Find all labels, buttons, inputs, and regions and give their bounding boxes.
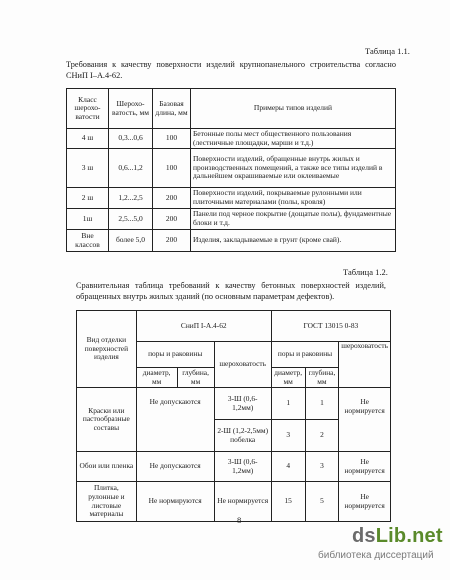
table-header-row xyxy=(67,89,396,129)
table-1-label: Таблица 1.1. xyxy=(365,46,410,56)
cell: 2 ш xyxy=(67,188,109,209)
cell: 100 xyxy=(153,149,191,188)
header-snip: СниП I-А.4-62 xyxy=(136,311,271,342)
cell: Поверхности изделий, обращенные внутрь жилых и производственных помещений, а также все типы изделий в дальнейшем окрашиваемые или оклеиваемые xyxy=(191,149,396,188)
table-header-row xyxy=(77,311,391,342)
table-2-caption: Сравнительная таблица требований к качеству бетонных поверхностей изделий, обращенных внутрь жилых зданий (по основным параметрам дефектов). xyxy=(76,281,386,301)
header-class: Класс шерохо-ватости xyxy=(67,89,109,129)
cell: Панели под черное покрытие (дощатые полы), фундаментные блоки и т.д. xyxy=(191,209,396,230)
page-number: 8 xyxy=(237,515,242,525)
table-row xyxy=(67,149,396,188)
header-diameter: диаметр, мм xyxy=(271,368,305,388)
cell: 1 xyxy=(271,388,305,420)
cell: 0,3...0,6 xyxy=(109,129,153,149)
dslib-logo: dsLib.net xyxy=(352,525,443,547)
table-1-caption: Требования к качеству поверхности изделий крупнопанельного строительства согласно СНиП I–A.4-62. xyxy=(66,60,396,80)
cell: 2,5...5,0 xyxy=(109,209,153,230)
header-examples: Примеры типов изделий xyxy=(191,89,396,129)
cell: 4 ш xyxy=(67,129,109,149)
cell: 1 xyxy=(305,388,339,420)
table-row xyxy=(77,482,391,522)
cell: Не допускаются xyxy=(136,452,214,482)
cell: Не нормируется xyxy=(339,388,391,452)
cell: Плитка, рулонные и листовые материалы xyxy=(77,482,137,522)
header-depth: глубина, мм xyxy=(177,368,214,388)
cell: 1,2...2,5 xyxy=(109,188,153,209)
header-roughness: шероховатость xyxy=(339,342,391,388)
cell: Не нормируется xyxy=(339,482,391,522)
cell: 1ш xyxy=(67,209,109,230)
cell: Изделия, закладываемые в грунт (кроме свай). xyxy=(191,230,396,252)
cell: Не нормируются xyxy=(136,482,214,522)
cell: 3-Ш (0,6- 1,2мм) xyxy=(214,388,271,420)
table-row xyxy=(77,388,391,420)
cell: более 5,0 xyxy=(109,230,153,252)
cell: Не допускаются xyxy=(136,388,214,452)
header-roughness: Шерохо-ватость, мм xyxy=(109,89,153,129)
cell: 200 xyxy=(153,188,191,209)
cell: Бетонные полы мест общественного пользования (лестничные площадки, марши и т.д.) xyxy=(191,129,396,149)
table-row xyxy=(67,209,396,230)
cell: Обои или пленка xyxy=(77,452,137,482)
cell: 2-Ш (1,2-2,5мм) побелка xyxy=(214,420,271,452)
header-pores: поры и раковины xyxy=(136,342,214,368)
header-diameter: диаметр, мм xyxy=(136,368,177,388)
cell: Не нормируется xyxy=(214,482,271,522)
header-gost: ГОСТ 13015 0-83 xyxy=(271,311,390,342)
cell: 200 xyxy=(153,230,191,252)
cell: 200 xyxy=(153,209,191,230)
table-row xyxy=(67,230,396,252)
table-row xyxy=(67,129,396,149)
cell: 15 xyxy=(271,482,305,522)
header-pores: поры и раковины xyxy=(271,342,339,368)
cell: 3 ш xyxy=(67,149,109,188)
cell: 100 xyxy=(153,129,191,149)
header-roughness: шероховатость xyxy=(214,342,271,388)
cell: Вне классов xyxy=(67,230,109,252)
table-2-label: Таблица 1.2. xyxy=(343,267,388,277)
cell: Краски или пастообразные составы xyxy=(77,388,137,452)
watermark-subtitle: библиотека диссертаций xyxy=(318,550,434,561)
cell: 3 xyxy=(305,452,339,482)
roughness-classes-table xyxy=(66,88,396,252)
defects-comparison-table xyxy=(76,310,391,522)
cell: 5 xyxy=(305,482,339,522)
header-finish-type: Вид отделки поверхностей изделия xyxy=(77,311,137,388)
header-depth: глубина, мм xyxy=(305,368,339,388)
table-row xyxy=(77,452,391,482)
cell: 4 xyxy=(271,452,305,482)
header-base-length: Базовая длина, мм xyxy=(153,89,191,129)
cell: Поверхности изделий, покрываемые рулонными или плиточными материалами (полы, кровля) xyxy=(191,188,396,209)
table-row xyxy=(67,188,396,209)
cell: Не нормируется xyxy=(339,452,391,482)
cell: 3 xyxy=(271,420,305,452)
cell: 2 xyxy=(305,420,339,452)
cell: 0,6...1,2 xyxy=(109,149,153,188)
cell: 3-Ш (0,6- 1,2мм) xyxy=(214,452,271,482)
